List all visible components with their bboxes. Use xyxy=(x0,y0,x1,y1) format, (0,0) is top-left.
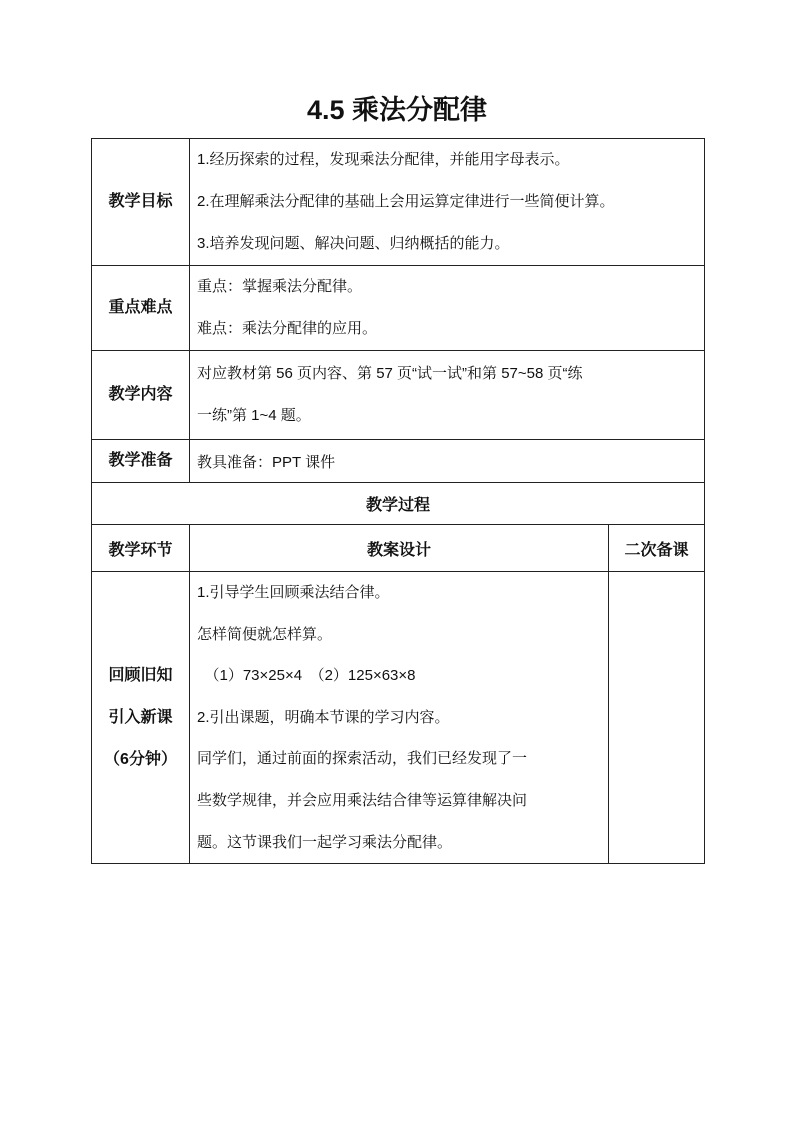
text-line: 题。这节课我们一起学习乘法分配律。 xyxy=(197,833,453,851)
text-line: （1）73×25×4 （2）125×63×8 xyxy=(197,667,416,685)
row-label: 教学内容 xyxy=(92,351,190,440)
row-content xyxy=(190,440,705,483)
text-line: 重点：掌握乘法分配律。 xyxy=(197,278,363,295)
row-key-points xyxy=(92,266,705,351)
row-label: 教学准备 xyxy=(92,440,190,483)
text-line: 同学们，通过前面的探索活动，我们已经发现了一 xyxy=(197,750,528,768)
row-content xyxy=(190,139,705,266)
stage-notes xyxy=(609,572,705,864)
text-line: 一练”第 1~4 题。 xyxy=(197,407,311,424)
stage-label-line: （6分钟） xyxy=(104,750,177,768)
column-header-stage: 教学环节 xyxy=(92,525,190,572)
column-header-design: 教案设计 xyxy=(190,525,609,572)
process-row xyxy=(92,572,705,864)
row-content xyxy=(190,351,705,440)
stage-label xyxy=(92,572,190,864)
row-objectives xyxy=(92,139,705,266)
column-header-notes: 二次备课 xyxy=(609,525,705,572)
document-title: 4.5 乘法分配律 xyxy=(306,95,488,125)
text-line: 教具准备：PPT 课件 xyxy=(197,453,336,471)
row-label: 重点难点 xyxy=(92,266,190,351)
row-content xyxy=(190,266,705,351)
text-line: 些数学规律，并会应用乘法结合律等运算律解决问 xyxy=(197,791,528,809)
text-line: 1.经历探索的过程，发现乘法分配律，并能用字母表示。 xyxy=(197,151,570,168)
process-heading: 教学过程 xyxy=(92,483,705,525)
text-line: 难点：乘法分配律的应用。 xyxy=(197,320,378,337)
process-header-row xyxy=(92,525,705,572)
text-line: 2.引出课题，明确本节课的学习内容。 xyxy=(197,708,450,726)
stage-label-line: 回顾旧知 xyxy=(108,666,173,684)
text-line: 怎样简便就怎样算。 xyxy=(197,625,333,643)
row-label: 教学目标 xyxy=(92,139,190,266)
process-heading-row xyxy=(92,483,705,525)
stage-label-line: 引入新课 xyxy=(108,708,173,726)
text-line: 1.引导学生回顾乘法结合律。 xyxy=(197,584,390,601)
lesson-plan-table xyxy=(91,138,705,864)
text-line: 2.在理解乘法分配律的基础上会用运算定律进行一些简便计算。 xyxy=(197,193,615,210)
text-line: 对应教材第 56 页内容、第 57 页“试一试”和第 57~58 页“练 xyxy=(197,365,583,382)
row-preparation xyxy=(92,440,705,483)
stage-design xyxy=(190,572,609,864)
text-line: 3.培养发现问题、解决问题、归纳概括的能力。 xyxy=(197,235,510,252)
row-content-scope xyxy=(92,351,705,440)
